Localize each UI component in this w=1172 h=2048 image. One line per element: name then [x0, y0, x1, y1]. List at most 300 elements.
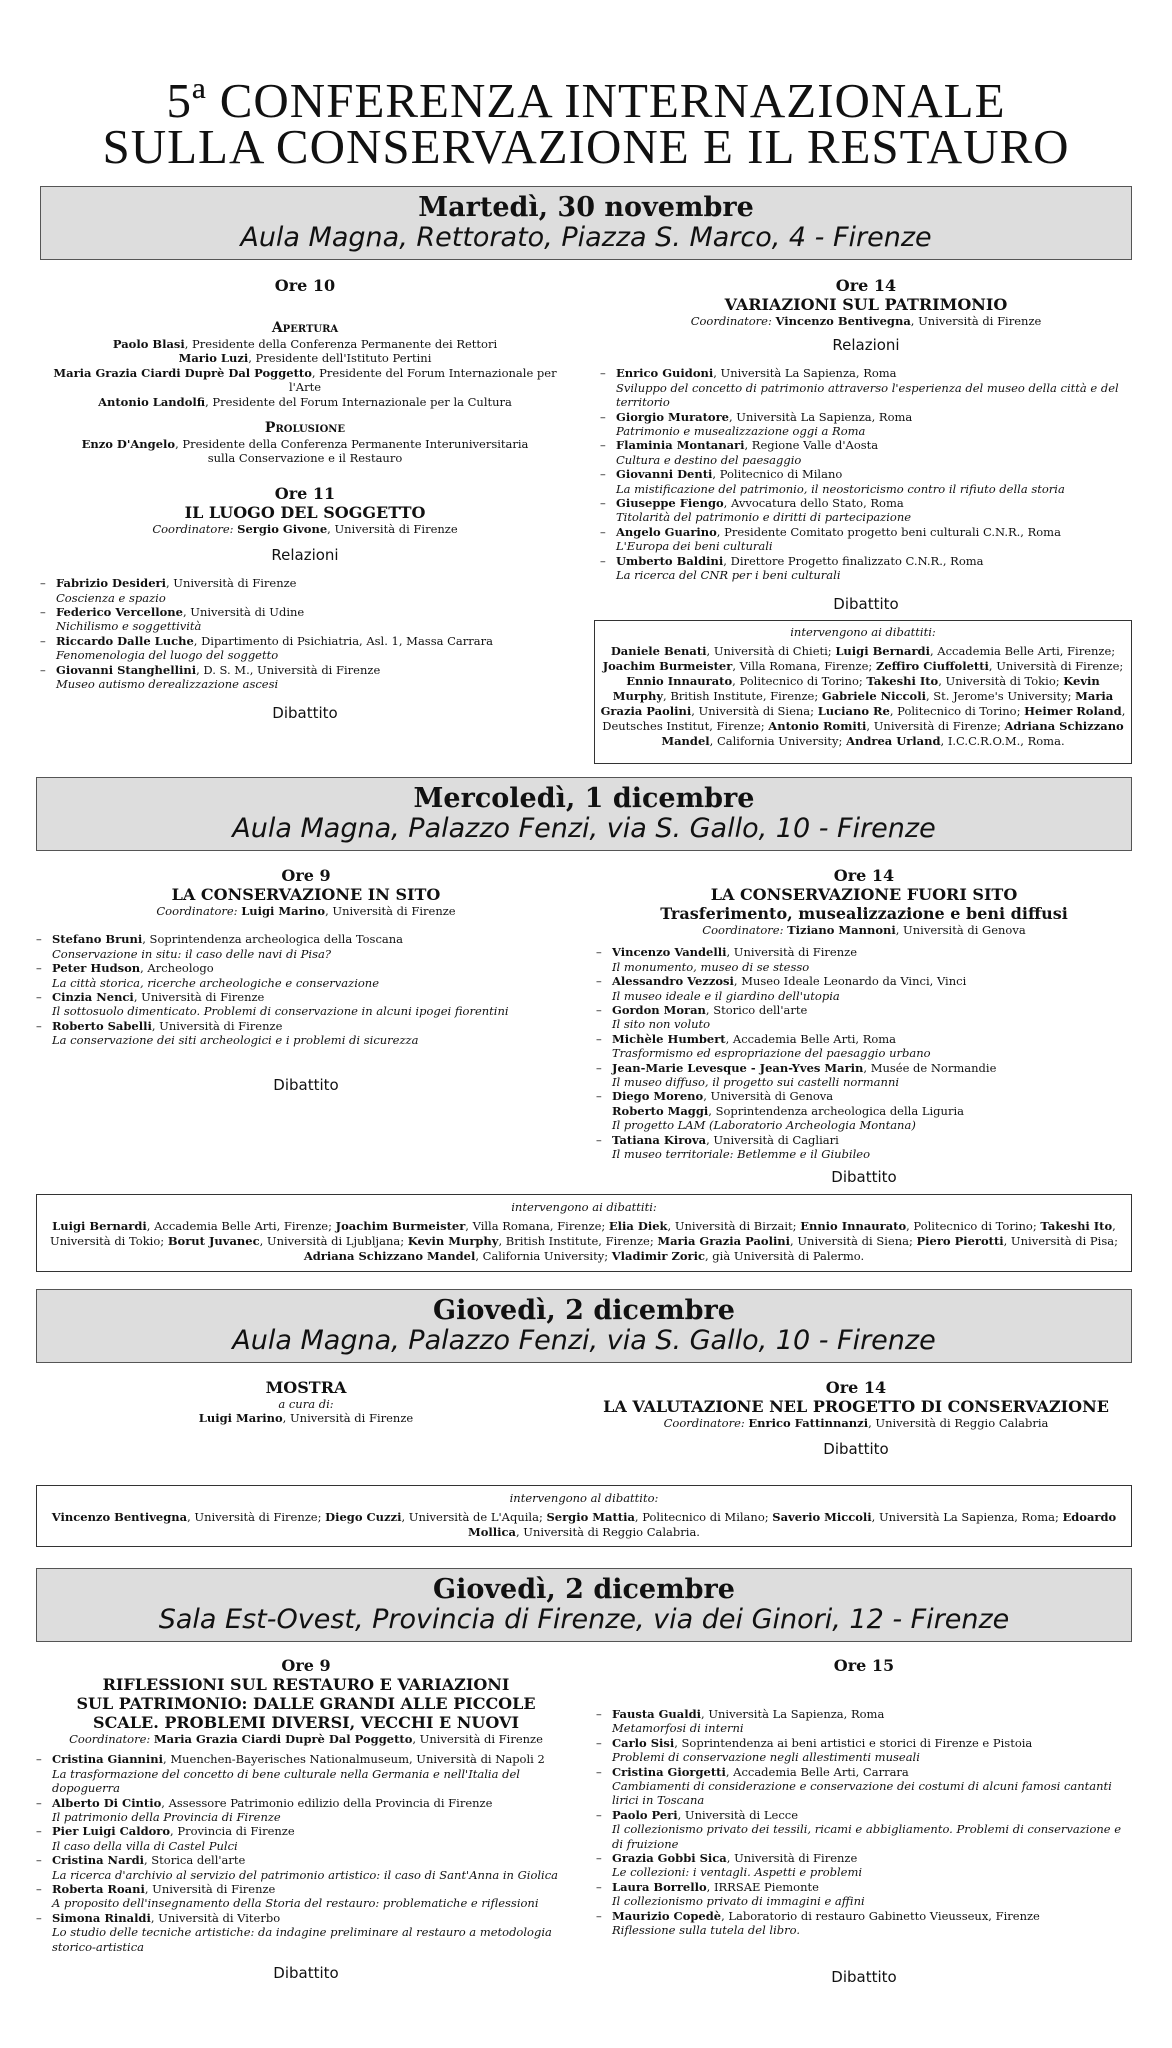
talk-list — [36, 932, 576, 1047]
discussant-affiliation: , Politecnico di Torino; — [889, 704, 1025, 718]
discussant-name: Adriana Schizzano Mandel — [661, 719, 1124, 748]
speaker-affiliation: , Accademia Belle Arti, Carrara — [725, 1764, 909, 1779]
talk-item — [596, 1104, 1132, 1133]
speaker-affiliation: , Soprintendenza archeologica della Liguria — [708, 1103, 964, 1118]
session-title: LA CONSERVAZIONE IN SITO — [171, 885, 441, 904]
speaker-affiliation: , Università La Sapienza, Roma — [728, 409, 913, 424]
talk-item — [596, 1808, 1132, 1851]
talk-title: Patrimonio e musealizzazione oggi a Roma — [616, 424, 866, 439]
session-title-line1: RIFLESSIONI SUL RESTAURO E VARIAZIONI — [102, 1675, 510, 1694]
talk-title: La mistificazione del patrimonio, il neostoricismo contro il rifiuto della storia — [616, 481, 1065, 496]
day-date: Mercoledì, 1 dicembre — [413, 783, 755, 814]
session-coordinator — [36, 1732, 576, 1746]
talk-item — [600, 554, 1132, 583]
speaker-role: , Presidente della Conferenza Permanente dei Rettori — [184, 337, 498, 351]
day4-afternoon — [596, 1656, 1132, 1984]
speaker-affiliation: , Soprintendenza archeologica della Toscana — [142, 932, 404, 947]
discussant-name: Joachim Burmeister — [335, 1219, 466, 1233]
coordinator-name: Vincenzo Bentivegna — [775, 314, 911, 328]
talk-list — [36, 1752, 576, 1954]
speaker-affiliation: , Avvocatura dello Stato, Roma — [723, 496, 904, 511]
discussant-affiliation: , Università di Chieti; — [706, 644, 836, 658]
speaker-affiliation: , Università di Firenze — [151, 1018, 283, 1033]
day3-discussants-box — [36, 1485, 1132, 1547]
discussant-affiliation: , Università di Firenze; — [866, 719, 1005, 733]
session-coordinator — [36, 904, 576, 918]
speaker-affiliation: , Università La Sapienza, Roma — [701, 1707, 885, 1721]
discussion-label: Dibattito — [273, 1964, 339, 1983]
day2-afternoon — [596, 866, 1132, 1184]
discussant-affiliation: , già Università di Palermo. — [704, 1249, 865, 1263]
talk-item — [596, 1133, 1132, 1162]
discussant-affiliation: , Politecnico di Torino; — [906, 1219, 1041, 1233]
discussant-affiliation: , British Institute, Firenze; — [663, 689, 822, 703]
talk-item — [36, 1796, 576, 1825]
speaker-affiliation: , Università di Genova — [703, 1089, 834, 1104]
discussants-list — [45, 1219, 1123, 1264]
coordinator-aff: , Università di Genova — [895, 923, 1026, 937]
session-coordinator — [580, 1416, 1132, 1430]
talk-title: Cambiamenti di considerazione e conservazione dei costumi di alcuni famosi cantanti lirici in Toscana — [612, 1779, 1112, 1808]
discussant-name: Luigi Bernardi — [52, 1219, 147, 1233]
day-place: Sala Est-Ovest, Provincia di Firenze, via dei Ginori, 12 - Firenze — [158, 1604, 1010, 1636]
talk-title: Coscienza e spazio — [56, 590, 166, 605]
bullet-dash: – — [600, 553, 606, 568]
speaker-name: Jean-Marie Levesque - Jean-Yves Marin — [612, 1060, 864, 1075]
speaker-name: Stefano Bruni — [52, 932, 143, 947]
speaker-affiliation: , Storica dell'arte — [143, 1853, 246, 1868]
coordinator-label: Coordinatore: — [152, 521, 234, 536]
session-time: Ore 14 — [825, 1378, 887, 1397]
discussant-affiliation: , Politecnico di Torino; — [732, 674, 867, 688]
discussant-affiliation: , Università di Firenze; — [187, 1510, 326, 1524]
bullet-dash: – — [596, 1807, 602, 1822]
day4-morning — [36, 1656, 576, 1981]
talk-item — [40, 576, 570, 605]
speaker-name: Cinzia Nenci — [52, 990, 134, 1005]
speaker-affiliation: , Università di Firenze — [144, 1882, 276, 1897]
talk-title: Il collezionismo privato dei tessili, ricami e abbigliamento. Problemi di conservazione e di fruizione — [612, 1822, 1122, 1851]
session-time: Ore 11 — [274, 483, 336, 503]
poster-title-line1: 5ª CONFERENZA INTERNAZIONALE — [166, 73, 1006, 128]
session-title: LA CONSERVAZIONE FUORI SITO — [710, 885, 1018, 904]
talk-item — [600, 467, 1132, 496]
discussant-name: Borut Juvanec — [167, 1234, 260, 1248]
speaker-affiliation: , Regione Valle d'Aosta — [744, 438, 879, 453]
speaker-name: Roberto Sabelli — [52, 1018, 152, 1033]
talk-item — [36, 1019, 576, 1048]
discussant-affiliation: , Politecnico di Milano; — [634, 1510, 773, 1524]
talk-item — [36, 961, 576, 990]
bullet-dash: – — [596, 1031, 602, 1046]
talk-title: Sviluppo del concetto di patrimonio attraverso l'esperienza del museo della città e del territorio — [616, 380, 1119, 410]
speaker-affiliation: , Assessore Patrimonio edilizio della Provincia di Firenze — [161, 1795, 493, 1810]
discussant-name: Antonio Romiti — [768, 719, 867, 733]
speaker-name: Tatiana Kirova — [612, 1132, 707, 1147]
talk-item — [596, 1089, 1132, 1103]
talk-title: Il sottosuolo dimenticato. Problemi di conservazione in alcuni ipogei fiorentini — [52, 1004, 509, 1019]
discussant-name: Daniele Benati — [610, 644, 707, 658]
discussant-affiliation: , Università di Tokio; — [938, 674, 1064, 688]
discussant-name: Zeffiro Ciuffoletti — [875, 659, 989, 673]
day-banner-1 — [40, 186, 1132, 260]
day1-afternoon — [600, 276, 1132, 611]
bullet-dash: – — [40, 662, 46, 677]
speaker-name: Cristina Giorgetti — [612, 1764, 726, 1779]
speaker-name: Michèle Humbert — [612, 1031, 726, 1046]
talk-title: L'Europa dei beni culturali — [616, 539, 773, 554]
talk-title: Fenomenologia del luogo del soggetto — [56, 648, 279, 663]
talk-title: Metamorfosi di interni — [612, 1721, 744, 1736]
talk-item — [36, 1824, 576, 1853]
speaker-affiliation: , Università di Udine — [182, 605, 305, 620]
speaker-name: Giorgio Muratore — [616, 409, 729, 424]
discussant-affiliation: , Accademia Belle Arti, Firenze; — [929, 644, 1116, 658]
discussant-affiliation: , I.C.C.R.O.M., Roma. — [940, 734, 1065, 748]
talk-list — [600, 366, 1132, 582]
session-coordinator — [600, 314, 1132, 328]
day1-morning — [40, 276, 570, 720]
discussant-name: Kevin Murphy — [407, 1234, 499, 1248]
speaker-name: Flaminia Montanari — [616, 438, 745, 453]
discussants-label: intervengono ai dibattiti: — [790, 625, 936, 639]
talk-item — [596, 974, 1132, 1003]
exhibition-curator — [36, 1411, 576, 1425]
speaker-name: Carlo Sisi — [612, 1735, 675, 1750]
talk-item — [36, 1882, 576, 1911]
coordinator-name: Luigi Marino — [241, 904, 326, 918]
bullet-dash: – — [596, 1851, 602, 1866]
speaker-name: Pier Luigi Caldoro — [52, 1824, 171, 1839]
speaker-affiliation: , Università di Firenze — [165, 576, 297, 591]
discussant-name: Saverio Miccoli — [772, 1510, 872, 1524]
talk-item — [36, 990, 576, 1019]
session-coordinator — [40, 522, 570, 536]
session-subtitle: Trasferimento, musealizzazione e beni diffusi — [660, 904, 1068, 923]
talk-title: Cultura e destino del paesaggio — [616, 452, 802, 467]
talk-item — [596, 1061, 1132, 1090]
talk-title: Lo studio delle tecniche artistiche: da indagine preliminare al restauro a metodologia storico-artistica — [52, 1925, 552, 1954]
opening-speaker — [40, 366, 570, 395]
speaker-name: Maurizio Copedè — [612, 1908, 722, 1923]
speaker-affiliation: , Politecnico di Milano — [712, 467, 843, 482]
talk-item — [596, 1736, 1132, 1765]
talk-title: Problemi di conservazione negli allestimenti museali — [612, 1750, 920, 1765]
discussant-name: Ennio Innaurato — [626, 674, 733, 688]
talk-title: Riflessione sulla tutela del libro. — [612, 1923, 800, 1938]
talk-item — [596, 1003, 1132, 1032]
speaker-name: Alberto Di Cintio — [52, 1795, 162, 1810]
talk-list — [596, 1707, 1132, 1938]
speaker-name: Roberta Roani — [52, 1882, 145, 1897]
discussion-label: Dibattito — [833, 594, 899, 613]
discussant-affiliation: , Accademia Belle Arti, Firenze; — [146, 1219, 336, 1233]
discussant-affiliation: , Università di Siena; — [691, 704, 818, 718]
speaker-name: Umberto Baldini — [616, 553, 724, 568]
discussant-name: Takeshi Ito — [1040, 1219, 1113, 1233]
lecture-heading: Prolusione — [264, 420, 346, 437]
coordinator-aff: , Università di Firenze — [910, 314, 1042, 328]
opening-heading: Apertura — [271, 320, 339, 336]
exhibition-title: MOSTRA — [265, 1378, 347, 1397]
bullet-dash: – — [596, 1879, 602, 1894]
speaker-name: Fabrizio Desideri — [56, 576, 166, 591]
discussant-affiliation: , Università di Firenze; — [988, 659, 1124, 673]
talk-item — [36, 932, 576, 961]
talk-item — [596, 945, 1132, 974]
speaker-role-cont: sulla Conservazione e il Restauro — [207, 451, 403, 466]
talk-title: Le collezioni: i ventagli. Aspetti e problemi — [612, 1865, 863, 1880]
coordinator-label: Coordinatore: — [156, 904, 238, 918]
day-place: Aula Magna, Rettorato, Piazza S. Marco, 4 - Firenze — [240, 222, 932, 254]
talk-title: A proposito dell'insegnamento della Storia del restauro: problematiche e riflessioni — [52, 1896, 539, 1911]
discussant-affiliation: , California University; — [709, 734, 847, 748]
session-time: Ore 14 — [833, 866, 895, 885]
speaker-name: Riccardo Dalle Luche — [56, 633, 194, 648]
talk-title: Il progetto LAM (Laboratorio Archeologia Montana) — [612, 1118, 916, 1133]
talk-item — [596, 1032, 1132, 1061]
discussant-affiliation: , British Institute, Firenze; — [498, 1234, 658, 1248]
speaker-affiliation: , Università La Sapienza, Roma — [713, 366, 897, 381]
curator-aff: , Università di Firenze — [282, 1411, 414, 1426]
speaker-role: , Presidente della Conferenza Permanente Interuniversitaria — [175, 437, 529, 452]
discussant-name: Diego Cuzzi — [325, 1510, 402, 1524]
bullet-dash: – — [596, 974, 602, 989]
discussant-affiliation: , Università de L'Aquila; — [401, 1510, 547, 1524]
talk-item — [596, 1851, 1132, 1880]
bullet-dash: – — [40, 633, 46, 648]
talk-title: Il museo diffuso, il progetto sui castelli normanni — [612, 1075, 900, 1090]
day-place: Aula Magna, Palazzo Fenzi, via S. Gallo, 10 - Firenze — [232, 813, 936, 845]
speaker-affiliation: , Università di Cagliari — [706, 1132, 839, 1147]
talk-list — [40, 576, 570, 691]
speaker-name: Laura Borrello — [612, 1879, 707, 1894]
bullet-dash: – — [36, 1853, 42, 1868]
coordinator-name: Tiziano Mannoni — [787, 923, 896, 937]
session-title-line2: SUL PATRIMONIO: DALLE GRANDI ALLE PICCOLE — [76, 1694, 536, 1713]
talk-item — [36, 1853, 576, 1882]
discussant-name: Andrea Urland — [846, 734, 941, 748]
bullet-dash: – — [40, 605, 46, 620]
coordinator-label: Coordinatore: — [69, 1732, 151, 1746]
talk-title: Il museo territoriale: Betlemme e il Giubileo — [612, 1147, 870, 1162]
discussant-name: Gabriele Niccoli — [821, 689, 926, 703]
discussants-list — [45, 1510, 1123, 1540]
discussant-affiliation: , Università di Tokio; — [50, 1219, 1116, 1248]
coordinator-label: Coordinatore: — [663, 1416, 745, 1430]
talk-title: La ricerca d'archivio al servizio del patrimonio artistico: il caso di Sant'Anna in Giolica — [52, 1867, 559, 1882]
bullet-dash: – — [600, 366, 606, 381]
bullet-dash: – — [600, 496, 606, 511]
speaker-name: Fausta Gualdi — [612, 1707, 702, 1721]
bullet-dash: – — [40, 576, 46, 591]
bullet-dash: – — [596, 1707, 602, 1721]
discussant-name: Adriana Schizzano Mandel — [303, 1249, 476, 1263]
discussant-name: Joachim Burmeister — [602, 659, 733, 673]
discussion-label: Dibattito — [831, 1967, 897, 1986]
coordinator-name: Enrico Fattinnanzi — [748, 1416, 869, 1430]
speaker-name: Angelo Guarino — [616, 524, 717, 539]
bullet-dash: – — [600, 467, 606, 482]
talk-list — [596, 945, 1132, 1161]
discussant-name: Luigi Bernardi — [835, 644, 930, 658]
coordinator-name: Sergio Givone — [237, 521, 328, 536]
speaker-name: Enrico Guidoni — [616, 366, 714, 381]
speaker-role: , Presidente del Forum Internazionale per la Cultura — [205, 394, 512, 409]
discussant-name: Kevin Murphy — [612, 674, 1100, 703]
discussant-affiliation: , Università di Reggio Calabria. — [515, 1525, 700, 1539]
session-time: Ore 10 — [274, 276, 336, 295]
talk-title: Il caso della villa di Castel Pulci — [52, 1838, 238, 1853]
bullet-dash: – — [600, 524, 606, 539]
speaker-name: Mario Luzi — [178, 351, 249, 366]
speaker-name: Enzo D'Angelo — [81, 437, 176, 452]
bullet-dash: – — [36, 1824, 42, 1839]
coordinator-label: Coordinatore: — [702, 923, 784, 937]
speaker-affiliation: , Soprintendenza ai beni artistici e storici di Firenze e Pistoia — [674, 1735, 1033, 1750]
discussant-affiliation: , Università di Siena; — [790, 1234, 917, 1248]
discussant-name: Edoardo Mollica — [468, 1510, 1117, 1539]
discussant-name: Sergio Mattia — [546, 1510, 635, 1524]
speaker-name: Giovanni Stanghellini — [56, 662, 197, 677]
day1-discussants-box — [594, 620, 1132, 764]
discussant-affiliation: , St. Jerome's University; — [925, 689, 1076, 703]
day2-discussants-box — [36, 1194, 1132, 1272]
day-banner-4 — [36, 1568, 1132, 1642]
talk-item — [596, 1909, 1132, 1938]
talk-title: Il sito non voluto — [612, 1017, 711, 1032]
talk-item — [40, 634, 570, 663]
talk-title: La conservazione dei siti archeologici e i problemi di sicurezza — [52, 1033, 419, 1048]
session-time: Ore 14 — [835, 276, 897, 295]
talk-title: La città storica, ricerche archeologiche e conservazione — [52, 975, 380, 990]
session-time: Ore 9 — [281, 1656, 331, 1675]
day-place: Aula Magna, Palazzo Fenzi, via S. Gallo, 10 - Firenze — [232, 1325, 936, 1357]
discussion-label: Dibattito — [823, 1440, 889, 1459]
poster-title-line2: SULLA CONSERVAZIONE E IL RESTAURO — [102, 119, 1070, 174]
discussant-affiliation: , Università di Birzait; — [667, 1219, 801, 1233]
bullet-dash: – — [36, 1795, 42, 1810]
talks-heading: Relazioni — [271, 546, 339, 565]
day3-exhibition — [36, 1378, 576, 1426]
talk-title: Il museo ideale e il giardino dell'utopia — [612, 988, 840, 1003]
coordinator-aff: , Università di Firenze — [412, 1732, 543, 1746]
speaker-affiliation: , IRRSAE Piemonte — [706, 1879, 819, 1894]
coordinator-aff: , Università di Firenze — [327, 521, 458, 536]
discussant-affiliation: , Università di Pisa; — [1003, 1234, 1118, 1248]
session-coordinator — [596, 923, 1132, 937]
speaker-affiliation: , Muenchen-Bayerisches Nationalmuseum, Università di Napoli 2 — [163, 1752, 545, 1767]
speaker-affiliation: , Direttore Progetto finalizzato C.N.R., Roma — [723, 553, 984, 568]
talk-item — [600, 525, 1132, 554]
talk-title: Titolarità del patrimonio e diritti di partecipazione — [616, 510, 912, 525]
talk-title: Il collezionismo privato di immagini e affini — [612, 1894, 865, 1909]
talk-title: Il patrimonio della Provincia di Firenze — [52, 1810, 281, 1825]
coordinator-name: Maria Grazia Ciardi Duprè Dal Poggetto — [153, 1732, 413, 1746]
curator-label: a cura di: — [278, 1397, 334, 1411]
bullet-dash: – — [596, 1735, 602, 1750]
session-time: Ore 15 — [833, 1656, 895, 1675]
bullet-dash: – — [596, 1132, 602, 1147]
bullet-dash: – — [36, 932, 42, 947]
bullet-dash: – — [36, 990, 42, 1005]
day-date: Giovedì, 2 dicembre — [433, 1295, 735, 1326]
opening-speaker — [40, 351, 570, 365]
bullet-dash: – — [36, 961, 42, 976]
bullet-dash: – — [600, 409, 606, 424]
discussants-label: intervengono al dibattito: — [509, 1491, 659, 1505]
speaker-name: Roberto Maggi — [612, 1103, 709, 1118]
speaker-name: Vincenzo Vandelli — [612, 945, 727, 960]
lecture-speaker — [40, 437, 570, 466]
discussant-affiliation: , Villa Romana, Firenze; — [732, 659, 876, 673]
speaker-affiliation: , Storico dell'arte — [705, 1003, 808, 1018]
curator-name: Luigi Marino — [198, 1411, 283, 1426]
speaker-affiliation: , Università di Lecce — [677, 1807, 799, 1822]
coordinator-aff: , Università di Firenze — [325, 904, 456, 918]
day3-afternoon — [580, 1378, 1132, 1457]
talk-item — [596, 1765, 1132, 1808]
bullet-dash: – — [596, 1089, 602, 1104]
discussion-label: Dibattito — [272, 703, 338, 722]
talk-title: Il monumento, museo di se stesso — [612, 959, 810, 974]
session-title: IL LUOGO DEL SOGGETTO — [184, 502, 426, 522]
speaker-name: Federico Vercellone — [56, 605, 183, 620]
day-banner-3 — [36, 1289, 1132, 1363]
bullet-dash: – — [36, 1882, 42, 1897]
opening-speakers — [40, 337, 570, 409]
discussion-label: Dibattito — [273, 1075, 339, 1094]
speaker-name: Maria Grazia Ciardi Duprè Dal Poggetto — [53, 365, 312, 380]
talk-item — [600, 438, 1132, 467]
discussant-affiliation: , Università La Sapienza, Roma; — [871, 1510, 1063, 1524]
talk-title: Nichilismo e soggettività — [56, 619, 202, 634]
bullet-dash: – — [36, 1018, 42, 1033]
talk-item — [600, 496, 1132, 525]
day-banner-2 — [36, 777, 1132, 851]
speaker-name: Simona Rinaldi — [52, 1910, 151, 1925]
bullet-dash: – — [596, 1764, 602, 1779]
discussant-name: Maria Grazia Paolini — [600, 689, 1114, 718]
talk-item — [40, 605, 570, 634]
speaker-name: Cristina Giannini — [52, 1752, 164, 1767]
talk-item — [36, 1911, 576, 1954]
day-date: Giovedì, 2 dicembre — [433, 1574, 735, 1605]
bullet-dash: – — [36, 1910, 42, 1925]
speaker-name: Diego Moreno — [612, 1089, 704, 1104]
bullet-dash: – — [36, 1752, 42, 1767]
speaker-affiliation: , Dipartimento di Psichiatria, Asl. 1, Massa Carrara — [193, 633, 493, 648]
speaker-name: Giovanni Denti — [616, 467, 713, 482]
speaker-name: Cristina Nardi — [52, 1853, 144, 1868]
speaker-affiliation: , Accademia Belle Arti, Roma — [725, 1031, 897, 1046]
discussant-name: Elia Diek — [608, 1219, 668, 1233]
talk-title: Museo autismo derealizzazione ascesi — [56, 677, 279, 692]
discussant-affiliation: , Villa Romana, Firenze; — [465, 1219, 609, 1233]
talk-item — [40, 663, 570, 692]
speaker-name: Antonio Landolfi — [98, 394, 206, 409]
speaker-affiliation: , Musée de Normandie — [863, 1060, 997, 1075]
talk-item — [596, 1880, 1132, 1909]
speaker-name: Alessandro Vezzosi — [612, 974, 734, 989]
speaker-affiliation: , Università di Viterbo — [150, 1910, 281, 1925]
bullet-dash: – — [600, 438, 606, 453]
discussants-label: intervengono ai dibattiti: — [511, 1200, 657, 1214]
discussant-name: Piero Pierotti — [916, 1234, 1004, 1248]
discussant-affiliation: , Università di Ljubljana; — [259, 1234, 408, 1248]
speaker-affiliation: , Presidente Comitato progetto beni culturali C.N.R., Roma — [716, 524, 1061, 539]
discussant-name: Maria Grazia Paolini — [657, 1234, 791, 1248]
